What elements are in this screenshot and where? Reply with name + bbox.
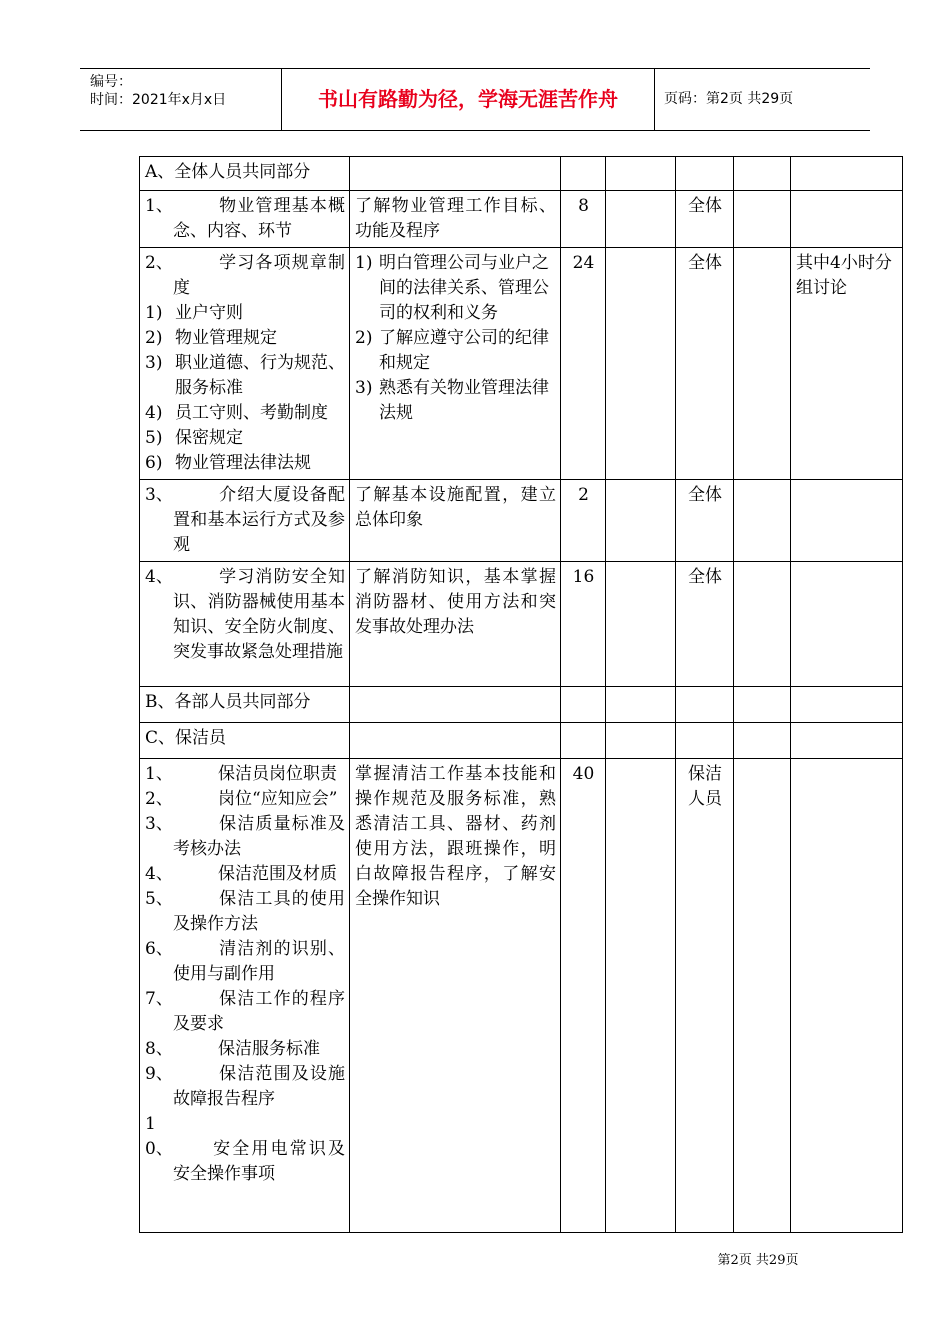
list-item: 8、 保洁服务标准 — [145, 1039, 320, 1059]
course-target: 全体 — [676, 191, 734, 248]
doc-number-label: 编号： — [90, 74, 132, 90]
section-c-label: C、保洁员 — [140, 723, 350, 759]
course-content-text: 物业管理基本概念、内容、环节 — [173, 196, 345, 241]
footer-page-number: 第2页 共29页 — [717, 1253, 799, 1268]
course-purpose-cell: 了解基本设施配置，建立总体印象 — [350, 480, 561, 562]
table-row — [140, 759, 903, 1233]
table-row — [140, 157, 903, 191]
list-item: 6) 物业管理法律法规 — [145, 453, 311, 473]
table-row — [140, 562, 903, 687]
course-content-cell: 3、 介绍大厦设备配置和基本运行方式及参观 — [140, 480, 350, 562]
course-content-text: 学习消防安全知识、消防器械使用基本知识、安全防火制度、突发事故紧急处理措施 — [173, 567, 345, 662]
list-item: 2、 岗位“应知应会” — [145, 789, 338, 809]
course-hours: 16 — [561, 562, 606, 687]
section-a-label: A、全体人员共同部分 — [140, 157, 350, 191]
course-content-cell: 2、 学习各项规章制度 1) 业户守则 2) 物业管理规定 3) 职业道德、行为规范、服务标准 4) 员工守则、考勤制度 5) 保密规定 6) 物业管理法律法规 — [140, 248, 350, 480]
course-content-text: 介绍大厦设备配置和基本运行方式及参观 — [173, 485, 345, 555]
header-motto: 书山有路勤为径，学海无涯苦作舟 — [282, 69, 655, 130]
list-item: 7、 保洁工作的程序及要求 — [145, 989, 345, 1034]
course-purpose-cell: 掌握清洁工作基本技能和操作规范及服务标准，熟悉清洁工具、器材、药剂使用方法，跟班操作，明白故障报告程序，了解安全操作知识 — [350, 759, 561, 1233]
list-item: 1、 保洁员岗位职责 — [145, 764, 337, 784]
training-table — [139, 156, 903, 1233]
course-hours: 8 — [561, 191, 606, 248]
course-hours: 40 — [561, 759, 606, 1233]
list-item: 6、 清洁剂的识别、使用与副作用 — [145, 939, 345, 984]
course-content-text: 学习各项规章制度 — [173, 253, 345, 298]
list-item: 5、 保洁工具的使用及操作方法 — [145, 889, 345, 934]
course-note: 其中4小时分组讨论 — [791, 248, 903, 480]
section-b-label: B、各部人员共同部分 — [140, 687, 350, 723]
header-page-label: 页码：第2页 共29页 — [664, 91, 794, 107]
course-hours: 24 — [561, 248, 606, 480]
list-item: 2) 了解应遵守公司的纪律和规定 — [355, 328, 549, 373]
course-target: 全体 — [676, 248, 734, 480]
list-item: 3) 熟悉有关物业管理法律法规 — [355, 378, 549, 423]
table-row — [140, 191, 903, 248]
page-header — [80, 68, 870, 131]
list-item: 3、 保洁质量标准及考核办法 — [145, 814, 345, 859]
course-target: 保洁人员 — [676, 759, 734, 1233]
list-item: 1) 明白管理公司与业户之间的法律关系、管理公司的权利和义务 — [355, 253, 549, 323]
table-row — [140, 687, 903, 723]
course-target: 全体 — [676, 480, 734, 562]
doc-time-label: 时间：2021年x月x日 — [90, 92, 227, 108]
page-footer — [0, 1249, 950, 1268]
course-target: 全体 — [676, 562, 734, 687]
table-row — [140, 248, 903, 480]
list-item: 4) 员工守则、考勤制度 — [145, 403, 328, 423]
list-item: 9、 保洁范围及设施故障报告程序 — [145, 1064, 345, 1109]
course-hours: 2 — [561, 480, 606, 562]
list-item: 4、 保洁范围及材质 — [145, 864, 337, 884]
table-row — [140, 480, 903, 562]
course-content-cell: 4、 学习消防安全知识、消防器械使用基本知识、安全防火制度、突发事故紧急处理措施 — [140, 562, 350, 687]
table-row — [140, 723, 903, 759]
header-meta-cell — [80, 69, 282, 130]
course-content-cell: 1、 物业管理基本概念、内容、环节 — [140, 191, 350, 248]
course-purpose-cell: 了解消防知识，基本掌握消防器材、使用方法和突发事故处理办法 — [350, 562, 561, 687]
list-item: 5) 保密规定 — [145, 428, 243, 448]
course-content-cell — [140, 759, 350, 1233]
list-item: 1) 业户守则 — [145, 303, 243, 323]
list-item: 3) 职业道德、行为规范、服务标准 — [145, 353, 345, 398]
course-purpose-cell — [350, 248, 561, 480]
list-item: 2) 物业管理规定 — [145, 328, 277, 348]
course-purpose-cell: 了解物业管理工作目标、功能及程序 — [350, 191, 561, 248]
list-item: 10、 安全用电常识及安全操作事项 — [145, 1114, 345, 1184]
